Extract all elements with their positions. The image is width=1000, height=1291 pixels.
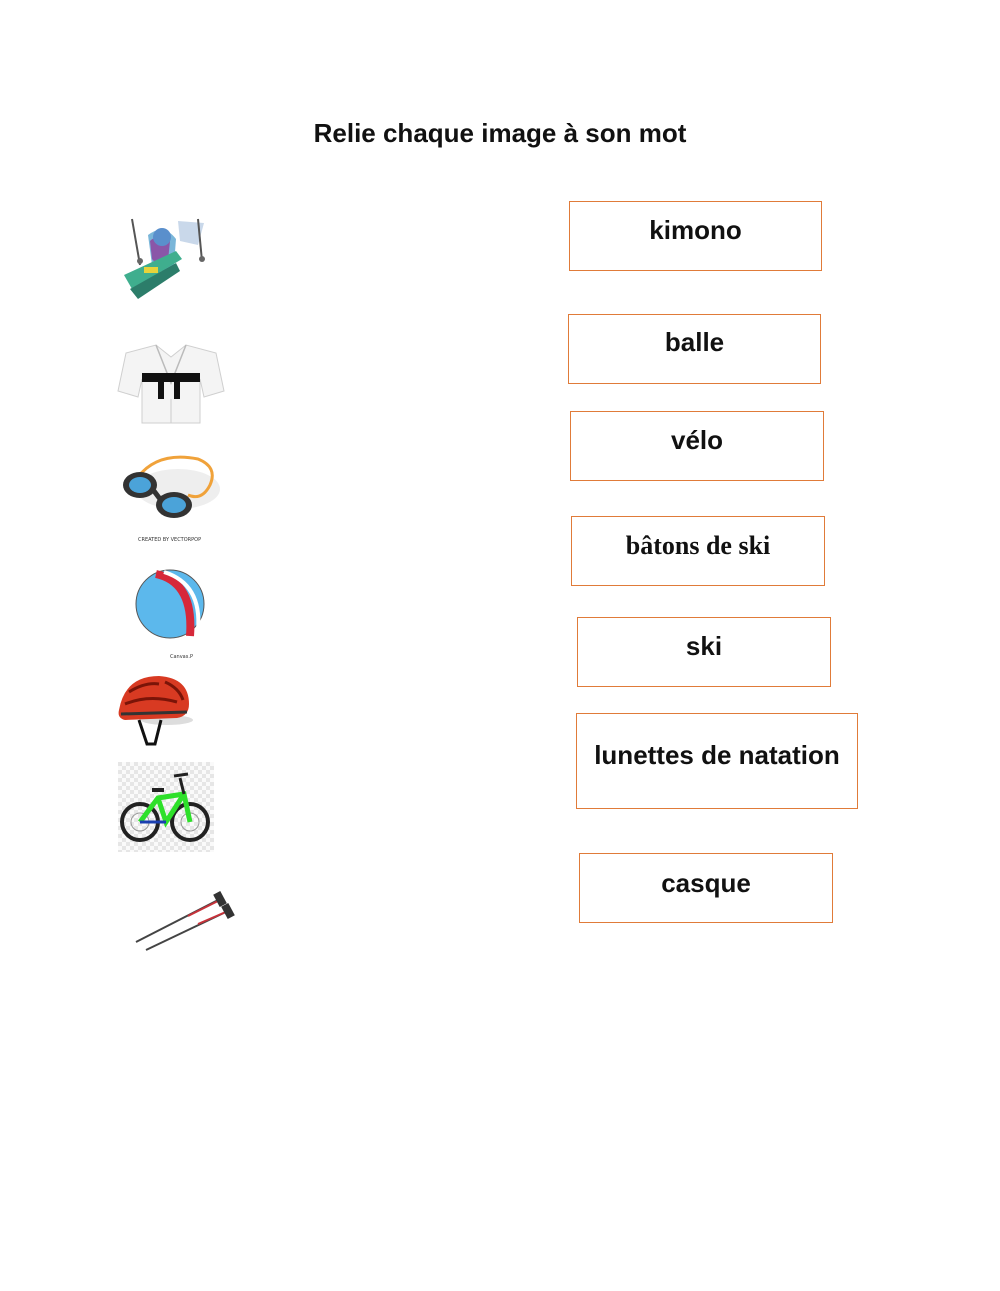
word-box-kimono[interactable] [569,201,822,271]
goggles-caption: CREATED BY VECTORPOP [138,537,202,543]
word-box-casque[interactable] [579,853,833,923]
bike-helmet-icon[interactable] [115,670,195,748]
word-label: vélo [670,425,724,455]
ball-icon[interactable] [134,568,206,640]
page-title: Relie chaque image à son mot [313,118,687,148]
ball-caption: Canvas.P [170,654,193,660]
word-label: kimono [649,215,742,245]
kimono-icon[interactable] [116,343,226,425]
swim-goggles-icon[interactable] [118,455,222,527]
word-box-balle[interactable] [568,314,821,384]
word-box-batons-de-ski[interactable] [571,516,825,586]
word-label: ski [685,631,723,661]
word-label: lunettes de natation [594,740,840,770]
word-label: balle [664,327,725,357]
word-box-lunettes-de-natation[interactable] [576,713,858,809]
skier-icon[interactable] [118,215,210,303]
word-label: casque [661,868,751,898]
word-label: bâtons de ski [625,531,771,560]
word-box-velo[interactable] [570,411,824,481]
bicycle-icon[interactable] [118,762,214,852]
word-box-ski[interactable] [577,617,831,687]
ski-poles-icon[interactable] [128,890,238,956]
